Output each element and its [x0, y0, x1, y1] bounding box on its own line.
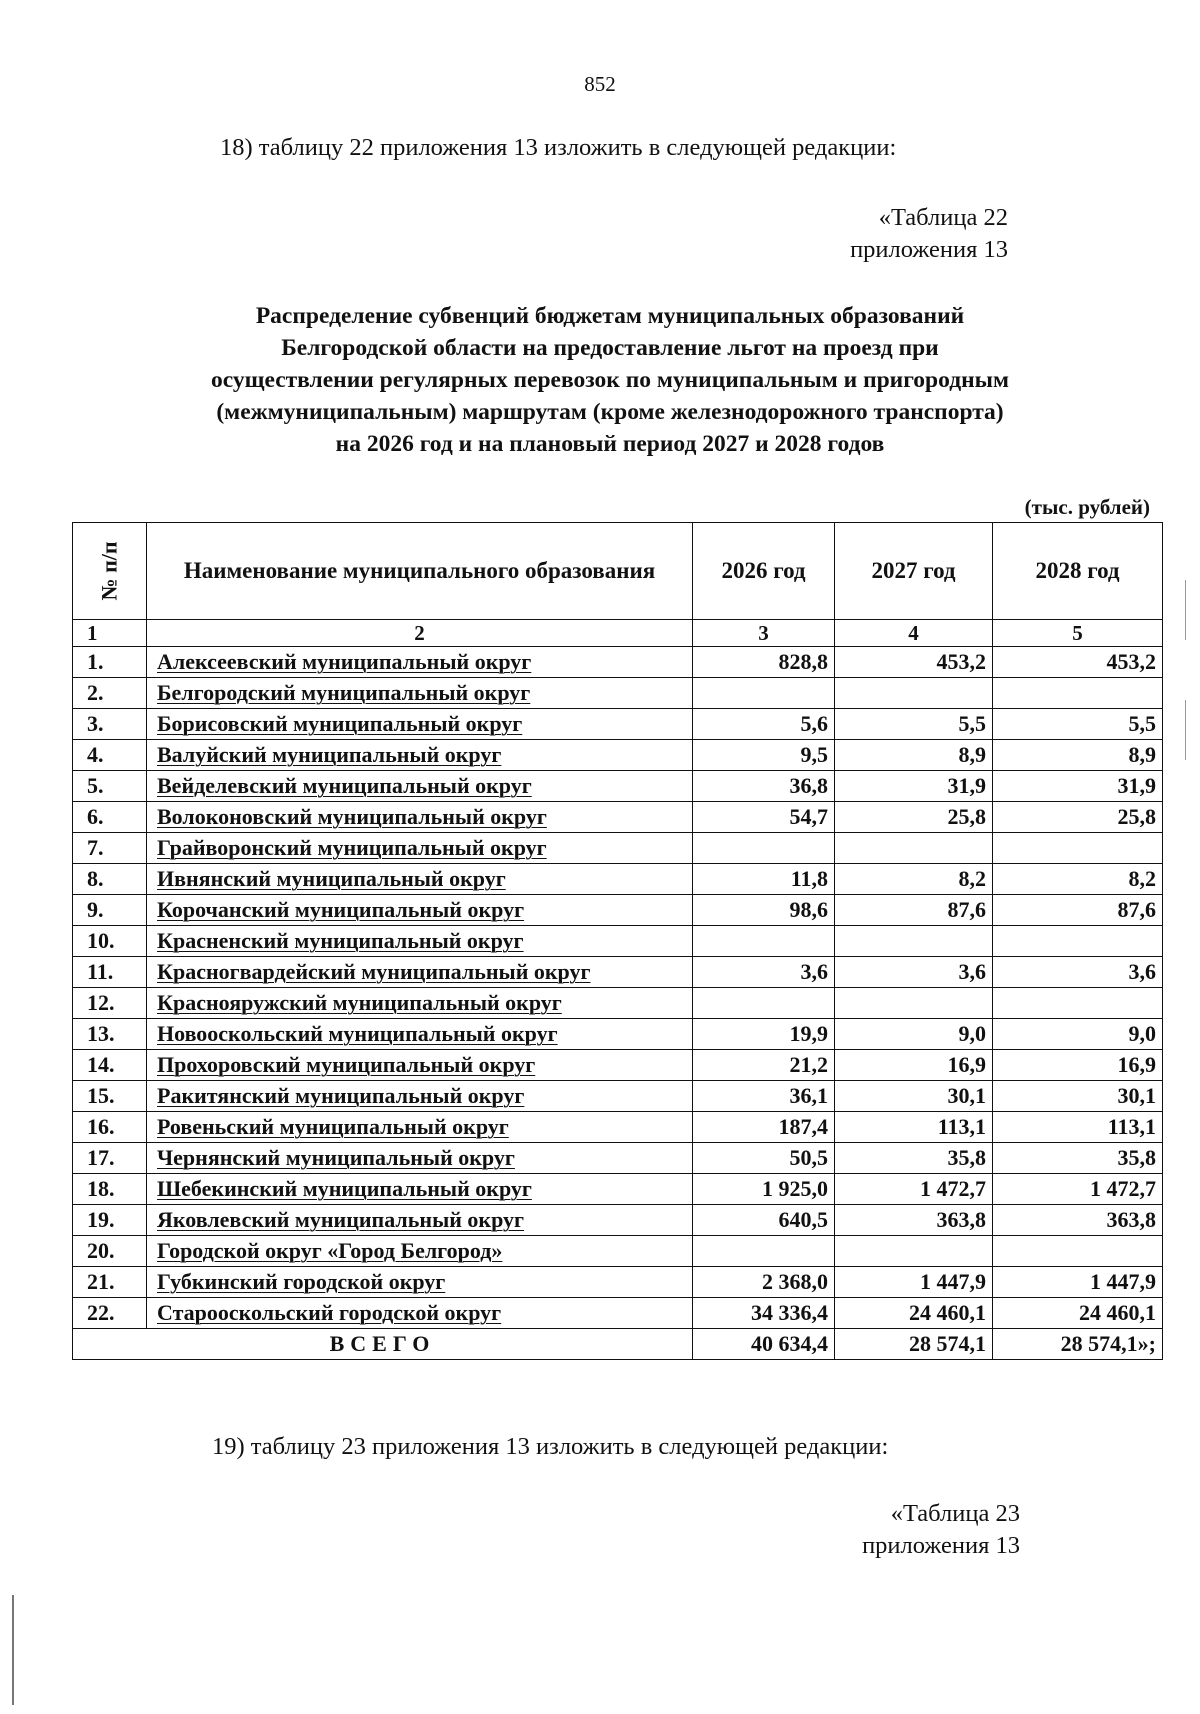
value-2027: 113,1 — [835, 1112, 993, 1143]
table-row — [73, 864, 1163, 895]
municipality-name: Алексеевский муниципальный округ — [147, 647, 693, 678]
value-2028: 5,5 — [993, 709, 1163, 740]
value-2026: 36,8 — [693, 771, 835, 802]
header-2026: 2026 год — [693, 523, 835, 620]
value-2026: 187,4 — [693, 1112, 835, 1143]
table-row — [73, 1205, 1163, 1236]
row-number: 17. — [73, 1143, 147, 1174]
value-2028: 24 460,1 — [993, 1298, 1163, 1329]
municipality-name: Корочанский муниципальный округ — [147, 895, 693, 926]
table-row — [73, 1174, 1163, 1205]
value-2028 — [993, 1236, 1163, 1267]
table-row — [73, 1081, 1163, 1112]
value-2026: 34 336,4 — [693, 1298, 835, 1329]
value-2028: 31,9 — [993, 771, 1163, 802]
value-2028: 8,2 — [993, 864, 1163, 895]
row-number: 22. — [73, 1298, 147, 1329]
municipality-name: Красненский муниципальный округ — [147, 926, 693, 957]
table-row — [73, 709, 1163, 740]
municipality-name: Краснояружский муниципальный округ — [147, 988, 693, 1019]
title-line: (межмуниципальным) маршрутам (кроме железнодорожного транспорта) — [216, 399, 1004, 425]
value-2027 — [835, 1236, 993, 1267]
municipality-name: Борисовский муниципальный округ — [147, 709, 693, 740]
total-label: ВСЕГО — [73, 1329, 693, 1360]
value-2027: 3,6 — [835, 957, 993, 988]
caption-line: «Таблица 23 — [890, 1500, 1020, 1527]
value-2026: 828,8 — [693, 647, 835, 678]
value-2028: 35,8 — [993, 1143, 1163, 1174]
row-number: 19. — [73, 1205, 147, 1236]
value-2027: 8,9 — [835, 740, 993, 771]
value-2027 — [835, 926, 993, 957]
value-2028 — [993, 926, 1163, 957]
value-2028: 30,1 — [993, 1081, 1163, 1112]
table-row — [73, 740, 1163, 771]
row-number: 6. — [73, 802, 147, 833]
table-row — [73, 1236, 1163, 1267]
total-2026: 40 634,4 — [693, 1329, 835, 1360]
value-2026 — [693, 833, 835, 864]
index-cell: 5 — [993, 620, 1163, 647]
units-label: (тыс. рублей) — [1024, 495, 1150, 519]
table-row — [73, 802, 1163, 833]
table-row — [73, 895, 1163, 926]
value-2028: 8,9 — [993, 740, 1163, 771]
value-2027 — [835, 833, 993, 864]
municipality-name: Ивнянский муниципальный округ — [147, 864, 693, 895]
paragraph-18: 18) таблицу 22 приложения 13 изложить в следующей редакции: — [220, 134, 897, 161]
municipality-name: Вейделевский муниципальный округ — [147, 771, 693, 802]
value-2027 — [835, 988, 993, 1019]
municipality-name: Губкинский городской округ — [147, 1267, 693, 1298]
value-2026: 98,6 — [693, 895, 835, 926]
row-number: 12. — [73, 988, 147, 1019]
value-2028: 1 472,7 — [993, 1174, 1163, 1205]
table-row — [73, 1019, 1163, 1050]
value-2026: 9,5 — [693, 740, 835, 771]
value-2027: 87,6 — [835, 895, 993, 926]
value-2027: 9,0 — [835, 1019, 993, 1050]
row-number: 20. — [73, 1236, 147, 1267]
title-line: осуществлении регулярных перевозок по муниципальным и пригородным — [211, 367, 1009, 393]
title-line: на 2026 год и на плановый период 2027 и 2028 годов — [335, 431, 885, 457]
municipality-name: Новооскольский муниципальный округ — [147, 1019, 693, 1050]
value-2026: 54,7 — [693, 802, 835, 833]
value-2027: 453,2 — [835, 647, 993, 678]
table-header-row — [73, 523, 1163, 620]
header-2027: 2027 год — [835, 523, 993, 620]
table-row — [73, 833, 1163, 864]
value-2028: 25,8 — [993, 802, 1163, 833]
municipality-name: Чернянский муниципальный округ — [147, 1143, 693, 1174]
value-2026 — [693, 1236, 835, 1267]
municipality-name: Ровеньский муниципальный округ — [147, 1112, 693, 1143]
value-2027: 1 472,7 — [835, 1174, 993, 1205]
municipality-name: Валуйский муниципальный округ — [147, 740, 693, 771]
row-number: 7. — [73, 833, 147, 864]
header-2028: 2028 год — [993, 523, 1163, 620]
row-number: 8. — [73, 864, 147, 895]
value-2026 — [693, 926, 835, 957]
table-row — [73, 926, 1163, 957]
table-row — [73, 771, 1163, 802]
value-2026: 1 925,0 — [693, 1174, 835, 1205]
scan-margin-tick — [1185, 700, 1186, 760]
total-2027: 28 574,1 — [835, 1329, 993, 1360]
table-row — [73, 988, 1163, 1019]
row-number: 1. — [73, 647, 147, 678]
value-2026: 21,2 — [693, 1050, 835, 1081]
row-number: 11. — [73, 957, 147, 988]
document-title — [60, 300, 1160, 460]
row-number: 18. — [73, 1174, 147, 1205]
value-2026: 640,5 — [693, 1205, 835, 1236]
table-row — [73, 1112, 1163, 1143]
value-2028: 113,1 — [993, 1112, 1163, 1143]
total-row — [73, 1329, 1163, 1360]
table-row — [73, 957, 1163, 988]
total-2028: 28 574,1»; — [993, 1329, 1163, 1360]
caption-line: приложения 13 — [850, 236, 1008, 263]
municipality-name: Шебекинский муниципальный округ — [147, 1174, 693, 1205]
row-number: 15. — [73, 1081, 147, 1112]
table-23-caption — [862, 1498, 1020, 1562]
value-2028: 363,8 — [993, 1205, 1163, 1236]
table-row — [73, 1298, 1163, 1329]
row-number: 10. — [73, 926, 147, 957]
caption-line: «Таблица 22 — [878, 204, 1008, 231]
table-row — [73, 1143, 1163, 1174]
table-row — [73, 1267, 1163, 1298]
value-2027: 31,9 — [835, 771, 993, 802]
value-2027: 1 447,9 — [835, 1267, 993, 1298]
row-number: 9. — [73, 895, 147, 926]
value-2027: 24 460,1 — [835, 1298, 993, 1329]
value-2026: 11,8 — [693, 864, 835, 895]
municipality-name: Прохоровский муниципальный округ — [147, 1050, 693, 1081]
value-2026: 50,5 — [693, 1143, 835, 1174]
scan-margin-line — [12, 1595, 14, 1705]
title-line: Распределение субвенций бюджетам муниципальных образований — [255, 303, 965, 329]
row-number: 2. — [73, 678, 147, 709]
value-2026: 36,1 — [693, 1081, 835, 1112]
municipality-name: Ракитянский муниципальный округ — [147, 1081, 693, 1112]
municipality-name: Красногвардейский муниципальный округ — [147, 957, 693, 988]
paragraph-19: 19) таблицу 23 приложения 13 изложить в следующей редакции: — [212, 1433, 889, 1460]
value-2026 — [693, 988, 835, 1019]
value-2027: 8,2 — [835, 864, 993, 895]
row-number: 16. — [73, 1112, 147, 1143]
title-line: Белгородской области на предоставление льгот на проезд при — [281, 335, 939, 361]
value-2026 — [693, 678, 835, 709]
value-2028: 16,9 — [993, 1050, 1163, 1081]
value-2028: 87,6 — [993, 895, 1163, 926]
municipality-name: Яковлевский муниципальный округ — [147, 1205, 693, 1236]
value-2027: 25,8 — [835, 802, 993, 833]
value-2027 — [835, 678, 993, 709]
table-row — [73, 647, 1163, 678]
table-22-caption — [850, 202, 1008, 266]
page-number: 852 — [584, 72, 616, 96]
index-cell: 4 — [835, 620, 993, 647]
value-2026: 19,9 — [693, 1019, 835, 1050]
municipality-name: Грайворонский муниципальный округ — [147, 833, 693, 864]
value-2026: 3,6 — [693, 957, 835, 988]
row-number: 3. — [73, 709, 147, 740]
row-number: 13. — [73, 1019, 147, 1050]
municipality-name: Старооскольский городской округ — [147, 1298, 693, 1329]
value-2027: 35,8 — [835, 1143, 993, 1174]
value-2028: 1 447,9 — [993, 1267, 1163, 1298]
value-2028: 3,6 — [993, 957, 1163, 988]
caption-line: приложения 13 — [862, 1532, 1020, 1559]
value-2028 — [993, 833, 1163, 864]
value-2027: 363,8 — [835, 1205, 993, 1236]
subvention-table — [72, 522, 1163, 1360]
scan-margin-tick — [1185, 580, 1186, 640]
index-cell: 1 — [73, 620, 147, 647]
header-num: № п/п — [73, 523, 147, 620]
table-row — [73, 1050, 1163, 1081]
row-number: 21. — [73, 1267, 147, 1298]
municipality-name: Волоконовский муниципальный округ — [147, 802, 693, 833]
municipality-name: Городской округ «Город Белгород» — [147, 1236, 693, 1267]
row-number: 14. — [73, 1050, 147, 1081]
table-row — [73, 678, 1163, 709]
column-index-row — [73, 620, 1163, 647]
value-2028 — [993, 678, 1163, 709]
value-2026: 5,6 — [693, 709, 835, 740]
value-2028: 9,0 — [993, 1019, 1163, 1050]
row-number: 5. — [73, 771, 147, 802]
value-2027: 30,1 — [835, 1081, 993, 1112]
value-2026: 2 368,0 — [693, 1267, 835, 1298]
value-2028: 453,2 — [993, 647, 1163, 678]
value-2027: 5,5 — [835, 709, 993, 740]
value-2027: 16,9 — [835, 1050, 993, 1081]
index-cell: 3 — [693, 620, 835, 647]
value-2028 — [993, 988, 1163, 1019]
header-name: Наименование муниципального образования — [147, 523, 693, 620]
index-cell: 2 — [147, 620, 693, 647]
row-number: 4. — [73, 740, 147, 771]
municipality-name: Белгородский муниципальный округ — [147, 678, 693, 709]
